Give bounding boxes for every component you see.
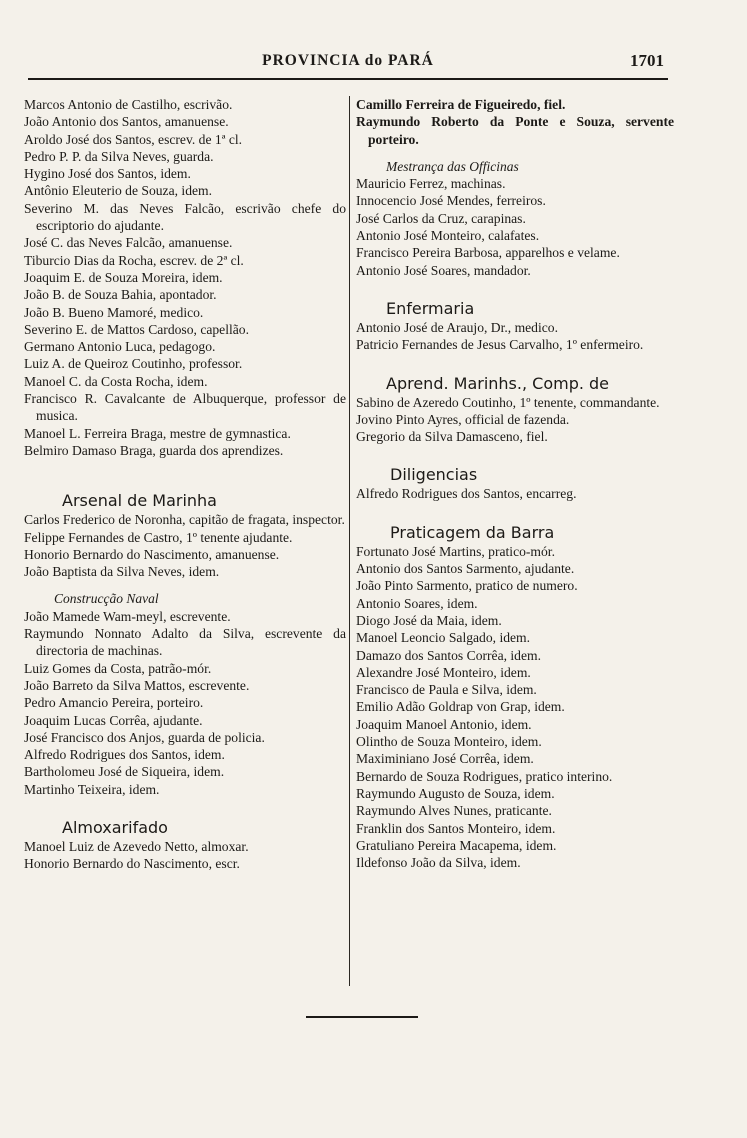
list-entry: Emilio Adão Goldrap von Grap, idem. <box>356 699 565 715</box>
list-entry: Severino E. de Mattos Cardoso, capellão. <box>24 321 249 337</box>
list-entry: Sabino de Azeredo Coutinho, 1º tenente, commandante. <box>356 394 660 410</box>
footer-rule <box>306 1016 418 1018</box>
list-entry: Mauricio Ferrez, machinas. <box>356 176 506 192</box>
aprendizes-list <box>356 394 674 446</box>
list-entry: Germano Antonio Luca, pedagogo. <box>24 339 216 355</box>
list-entry: Damazo dos Santos Corrêa, idem. <box>356 647 541 663</box>
list-entry: Francisco Pereira Barbosa, apparelhos e velame. <box>356 245 620 261</box>
list-entry: Luiz A. de Queiroz Coutinho, professor. <box>24 356 243 372</box>
page-number: 1701 <box>630 51 664 70</box>
list-entry: João Pinto Sarmento, pratico de numero. <box>356 578 578 594</box>
mestranca-list <box>356 175 674 279</box>
list-entry: Ildefonso João da Silva, idem. <box>356 855 521 871</box>
almoxarifado-list <box>24 838 346 873</box>
list-entry: Jovino Pinto Ayres, official de fazenda. <box>356 411 570 427</box>
list-entry: Manoel Luiz de Azevedo Netto, almoxar. <box>24 838 249 854</box>
section-heading-praticagem: Praticagem da Barra <box>390 522 555 542</box>
list-entry: Antonio José Soares, mandador. <box>356 262 531 278</box>
list-entry: João B. Bueno Mamoré, medico. <box>24 304 204 320</box>
list-entry: Hygino José dos Santos, idem. <box>24 166 191 182</box>
list-entry: Diogo José da Maia, idem. <box>356 612 502 628</box>
list-entry: José Francisco dos Anjos, guarda de policia. <box>24 729 265 745</box>
list-entry: Francisco R. Cavalcante de Albuquerque, professor de musica. <box>24 391 346 424</box>
list-entry: Antonio Soares, idem. <box>356 595 478 611</box>
list-entry: Luiz Gomes da Costa, patrão-mór. <box>24 660 212 676</box>
right-column <box>356 96 674 871</box>
section-heading-arsenal: Arsenal de Marinha <box>62 491 217 511</box>
section-heading-enfermaria: Enfermaria <box>386 298 475 318</box>
praticagem-list <box>356 543 674 872</box>
left-top-list <box>24 96 346 459</box>
list-entry: Francisco de Paula e Silva, idem. <box>356 682 537 698</box>
list-entry: Franklin dos Santos Monteiro, idem. <box>356 820 556 836</box>
section-heading-aprendizes: Aprend. Marinhs., Comp. de <box>386 373 610 393</box>
list-entry: Joaquim E. de Souza Moreira, idem. <box>24 269 223 285</box>
list-entry: Patricio Fernandes de Jesus Carvalho, 1º enfermeiro. <box>356 337 644 353</box>
column-divider <box>349 96 350 986</box>
list-entry: Raymundo Roberto da Ponte e Souza, servente porteiro. <box>356 114 674 147</box>
list-entry: Joaquim Manoel Antonio, idem. <box>356 716 532 732</box>
list-entry: Antonio dos Santos Sarmento, ajudante. <box>356 561 575 577</box>
right-top-list <box>356 96 674 148</box>
list-entry: Alfredo Rodrigues dos Santos, encarreg. <box>356 486 577 502</box>
list-entry: Alexandre José Monteiro, idem. <box>356 664 531 680</box>
list-entry: Tiburcio Dias da Rocha, escrev. de 2ª cl. <box>24 252 244 268</box>
arsenal-list <box>24 511 346 580</box>
list-entry: João Baptista da Silva Neves, idem. <box>24 564 220 580</box>
list-entry: Gregorio da Silva Damasceno, fiel. <box>356 429 548 445</box>
list-entry: Raymundo Nonnato Adalto da Silva, escrevente da directoria de machinas. <box>24 626 346 659</box>
list-entry: Aroldo José dos Santos, escrev. de 1ª cl. <box>24 131 243 147</box>
list-entry: Bartholomeu José de Siqueira, idem. <box>24 764 225 780</box>
list-entry: João Barreto da Silva Mattos, escrevente. <box>24 677 250 693</box>
section-heading-diligencias: Diligencias <box>390 465 478 485</box>
list-entry: João B. de Souza Bahia, apontador. <box>24 287 217 303</box>
subheading-construcao: Construcção Naval <box>54 591 159 607</box>
list-entry: Antonio José de Araujo, Dr., medico. <box>356 319 558 335</box>
list-entry: Martinho Teixeira, idem. <box>24 781 160 797</box>
list-entry: Severino M. das Neves Falcão, escrivão chefe do escriptorio do ajudante. <box>24 200 346 234</box>
list-entry: Felippe Fernandes de Castro, 1º tenente ajudante. <box>24 529 293 545</box>
list-entry: Honorio Bernardo do Nascimento, amanuense. <box>24 546 280 562</box>
list-entry: Belmiro Damaso Braga, guarda dos aprendizes. <box>24 442 284 458</box>
list-entry: Raymundo Augusto de Souza, idem. <box>356 785 555 801</box>
list-entry: Manoel L. Ferreira Braga, mestre de gymnastica. <box>24 425 291 441</box>
list-entry: Maximiniano José Corrêa, idem. <box>356 751 534 767</box>
list-entry: Olintho de Souza Monteiro, idem. <box>356 734 542 750</box>
list-entry: Joaquim Lucas Corrêa, ajudante. <box>24 712 203 728</box>
list-entry: Camillo Ferreira de Figueiredo, fiel. <box>356 97 566 112</box>
list-entry: José C. das Neves Falcão, amanuense. <box>24 235 233 251</box>
section-heading-almoxarifado: Almoxarifado <box>62 817 168 837</box>
list-entry: Gratuliano Pereira Macapema, idem. <box>356 837 557 853</box>
list-entry: Fortunato José Martins, pratico-mór. <box>356 543 555 559</box>
construcao-list <box>24 608 346 798</box>
list-entry: José Carlos da Cruz, carapinas. <box>356 210 526 226</box>
list-entry: Bernardo de Souza Rodrigues, pratico interino. <box>356 768 613 784</box>
list-entry: João Antonio dos Santos, amanuense. <box>24 114 229 130</box>
page-title: PROVINCIA do PARÁ <box>262 52 434 69</box>
list-entry: Pedro Amancio Pereira, porteiro. <box>24 695 204 711</box>
list-entry: Manoel C. da Costa Rocha, idem. <box>24 373 208 389</box>
list-entry: Carlos Frederico de Noronha, capitão de fragata, inspector. <box>24 512 345 528</box>
subheading-mestranca: Mestrança das Officinas <box>386 158 519 174</box>
list-entry: Antonio José Monteiro, calafates. <box>356 228 540 244</box>
list-entry: Marcos Antonio de Castilho, escrivão. <box>24 97 233 112</box>
list-entry: Raymundo Alves Nunes, praticante. <box>356 803 552 819</box>
enfermaria-list <box>356 319 674 354</box>
list-entry: Innocencio José Mendes, ferreiros. <box>356 193 546 209</box>
list-entry: Antônio Eleuterio de Souza, idem. <box>24 183 213 199</box>
diligencias-list <box>356 485 674 502</box>
page-header <box>28 50 668 80</box>
list-entry: João Mamede Wam-meyl, escrevente. <box>24 608 231 624</box>
list-entry: Honorio Bernardo do Nascimento, escr. <box>24 856 240 872</box>
left-column <box>24 96 346 873</box>
list-entry: Manoel Leoncio Salgado, idem. <box>356 630 531 646</box>
list-entry: Alfredo Rodrigues dos Santos, idem. <box>24 747 225 763</box>
list-entry: Pedro P. P. da Silva Neves, guarda. <box>24 148 214 164</box>
